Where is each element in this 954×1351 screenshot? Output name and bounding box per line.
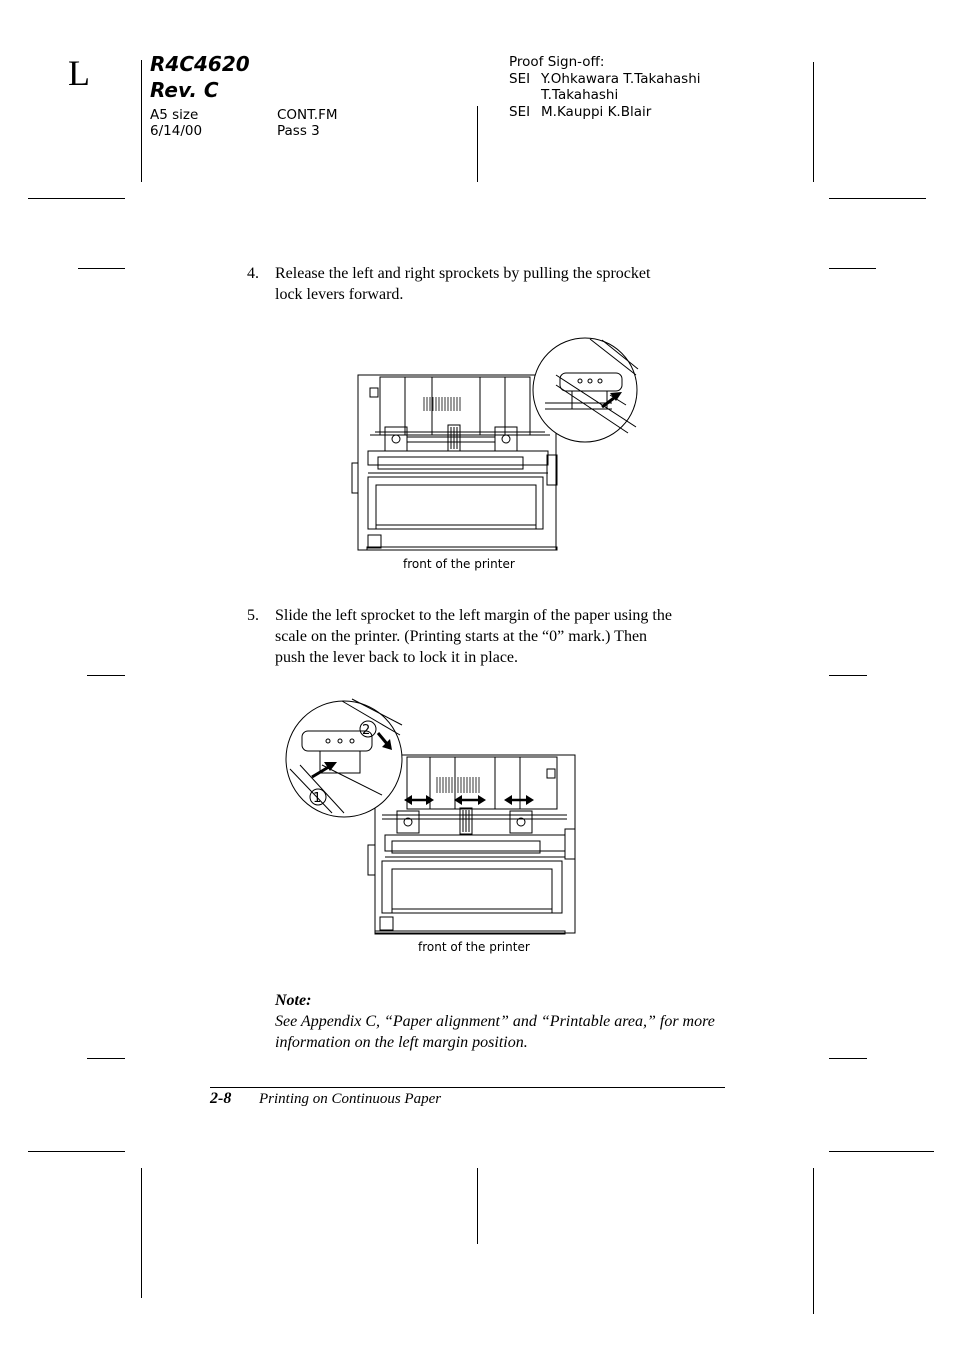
crop-mark: [829, 268, 876, 269]
step-text-line: lock levers forward.: [275, 286, 404, 303]
crop-rule: [477, 106, 478, 182]
step-text-line: Release the left and right sprockets by pulling the sprocket: [275, 265, 651, 282]
step-text-line: push the lever back to lock it in place.: [275, 649, 519, 666]
crop-mark: [87, 675, 125, 676]
callout-2: 2: [362, 723, 371, 738]
step-text-line: Slide the left sprocket to the left margin of the paper using the: [275, 607, 672, 624]
printer-illustration-release: [340, 335, 645, 557]
callout-1: 1: [313, 791, 322, 806]
page-number: 2-8: [210, 1090, 232, 1107]
figure-caption: front of the printer: [418, 940, 530, 954]
crop-rule: [477, 1168, 478, 1244]
crop-rule: [141, 1168, 142, 1298]
crop-mark: [829, 1058, 867, 1059]
product-code: R4C4620: [150, 52, 250, 76]
note-text-line: See Appendix C, “Paper alignment” and “Printable area,” for more: [275, 1013, 715, 1030]
crop-mark: [87, 1058, 125, 1059]
crop-mark: [78, 268, 125, 269]
note-title: Note:: [275, 992, 312, 1009]
proof-names: T.Takahashi: [541, 87, 619, 103]
crop-mark: [829, 1151, 934, 1152]
crop-mark: [829, 198, 926, 199]
crop-rule: [813, 62, 814, 182]
paper-size: A5 size: [150, 107, 199, 123]
revision-label: Rev. C: [150, 78, 219, 102]
crop-rule: [813, 1168, 814, 1314]
footer-rule: [210, 1087, 725, 1088]
header-letter: L: [68, 53, 90, 93]
proof-names: Y.Ohkawara T.Takahashi: [541, 71, 701, 87]
crop-rule: [141, 60, 142, 182]
crop-mark: [28, 1151, 125, 1152]
file-name: CONT.FM: [277, 107, 338, 123]
crop-mark: [28, 198, 125, 199]
pass-label: Pass 3: [277, 123, 320, 139]
printer-illustration-slide: [282, 695, 582, 940]
crop-mark: [829, 675, 867, 676]
doc-date: 6/14/00: [150, 123, 203, 139]
step-text-line: scale on the printer. (Printing starts at the “0” mark.) Then: [275, 628, 648, 645]
proof-org: SEI: [509, 104, 531, 120]
note-text-line: information on the left margin position.: [275, 1034, 528, 1051]
step-number: 5.: [247, 607, 259, 624]
proof-org: SEI: [509, 71, 531, 87]
proof-title: Proof Sign-off:: [509, 54, 605, 70]
proof-names: M.Kauppi K.Blair: [541, 104, 652, 120]
section-title: Printing on Continuous Paper: [259, 1091, 442, 1107]
figure-caption: front of the printer: [403, 557, 515, 571]
step-number: 4.: [247, 265, 259, 282]
